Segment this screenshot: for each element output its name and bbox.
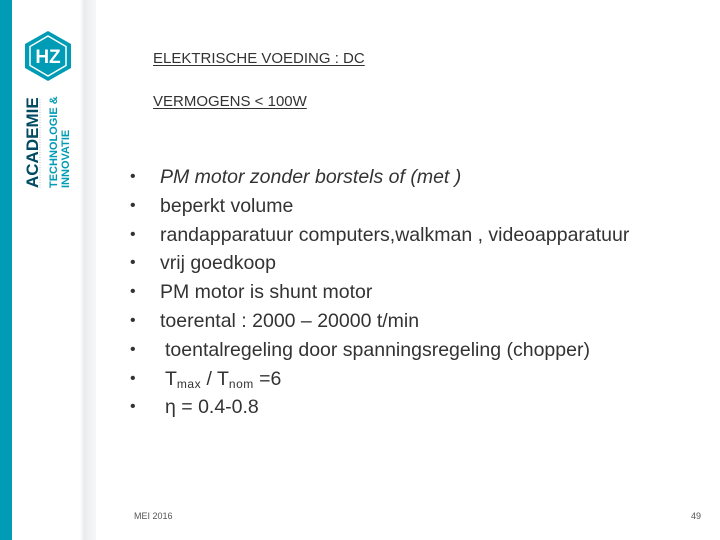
bullet-dot: • xyxy=(130,225,136,243)
bullet-item xyxy=(130,163,710,192)
bullet-dot: • xyxy=(130,369,136,387)
bullet-item xyxy=(130,192,710,221)
bullet-text: beperkt volume xyxy=(160,194,294,217)
bullet-item xyxy=(130,249,710,278)
bullet-item xyxy=(130,221,710,250)
bullet-text: randapparatuur computers,walkman , videoapparatuur xyxy=(160,223,630,246)
bullet-dot: • xyxy=(130,283,136,301)
bullet-dot: • xyxy=(130,398,136,416)
logo-letters: HZ xyxy=(35,47,61,68)
bullet-text: toentalregeling door spanningsregeling (chopper) xyxy=(165,338,590,361)
torque-symbol: T xyxy=(165,367,177,390)
hz-logo xyxy=(22,30,74,82)
sidebar xyxy=(0,0,96,540)
sidebar-line1: ACADEMIE xyxy=(23,97,42,188)
bullet-text: η = 0.4-0.8 xyxy=(165,396,259,419)
bullet-list xyxy=(130,163,710,422)
bullet-item xyxy=(130,393,710,422)
bullet-dot: • xyxy=(130,311,136,329)
ratio-value: =6 xyxy=(253,367,282,390)
academie-label xyxy=(20,96,78,188)
bullet-item xyxy=(130,365,710,394)
bullet-text: PM motor is shunt motor xyxy=(160,281,373,304)
bullet-dot: • xyxy=(130,196,136,214)
bullet-dot: • xyxy=(130,340,136,358)
bullet-item xyxy=(130,336,710,365)
sidebar-line3: INNOVATIE xyxy=(60,129,72,188)
bullet-item xyxy=(130,278,710,307)
bullet-dot: • xyxy=(130,254,136,272)
bullet-dot: • xyxy=(130,168,136,185)
sidebar-line2: TECHNOLOGIE & xyxy=(48,96,60,188)
footer-date: MEI 2016 xyxy=(134,511,173,521)
subscript-max: max xyxy=(176,376,202,391)
subscript-nom: nom xyxy=(228,376,254,391)
ratio-slash: / T xyxy=(201,367,229,390)
bullet-text: PM motor zonder borstels of (met ) xyxy=(160,166,462,188)
slide-heading-2: VERMOGENS < 100W xyxy=(153,93,307,110)
bullet-text: toerental : 2000 – 20000 t/min xyxy=(160,309,420,332)
accent-bar xyxy=(0,0,12,540)
bullet-text: vrij goedkoop xyxy=(160,252,276,275)
bullet-item xyxy=(130,307,710,336)
slide-heading-1: ELEKTRISCHE VOEDING : DC xyxy=(153,50,365,67)
page-number: 49 xyxy=(690,511,701,521)
